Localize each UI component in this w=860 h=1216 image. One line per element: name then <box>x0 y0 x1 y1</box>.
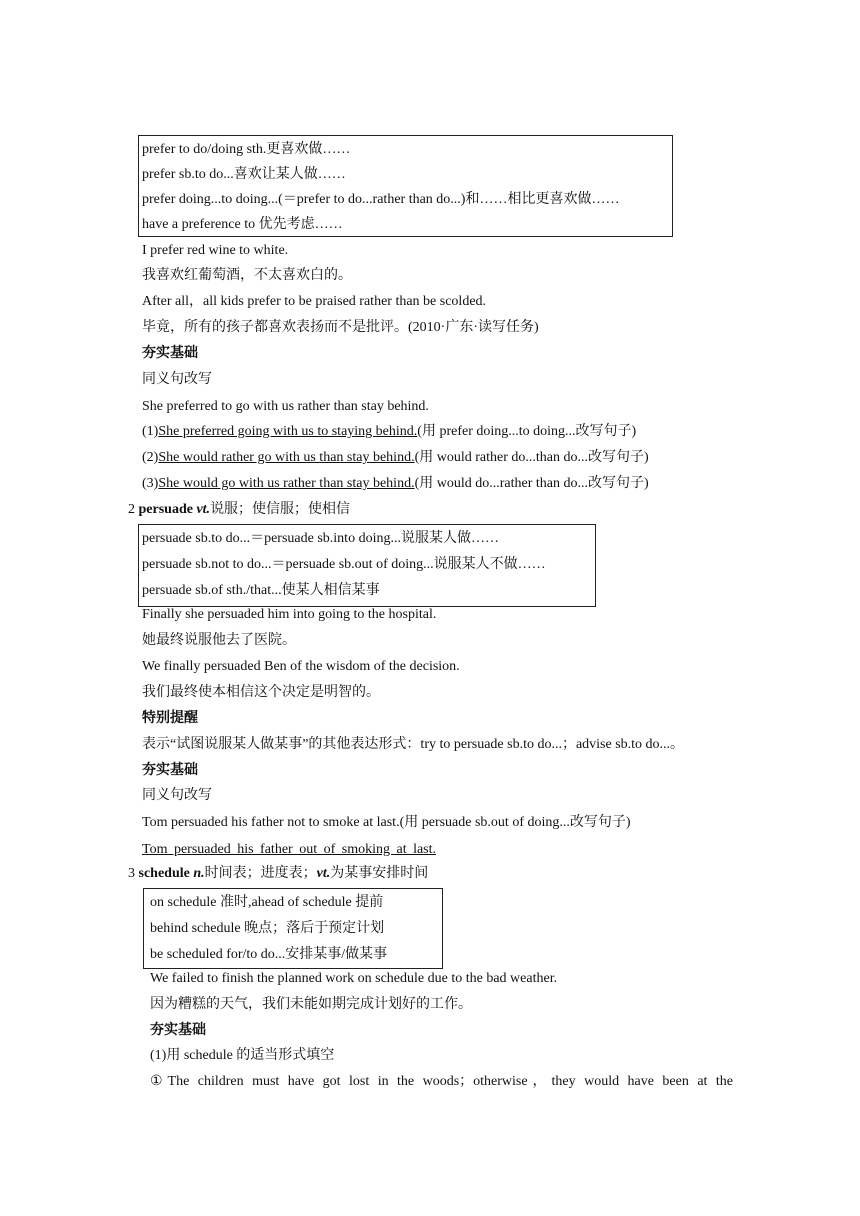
example-sentence: Finally she persuaded him into going to the hospital. <box>142 607 437 622</box>
box-line: persuade sb.not to do...＝persuade sb.out of doing...说服某人不做…… <box>142 557 546 572</box>
practice-heading: 夯实基础 <box>150 1023 206 1038</box>
entry-meaning: 为某事安排时间 <box>330 866 429 881</box>
box-line: persuade sb.of sth./that...使某人相信某事 <box>142 583 380 598</box>
answer-line <box>142 448 649 468</box>
entry-word: persuade <box>138 502 193 517</box>
answer-number: (3) <box>142 476 159 491</box>
entry-meaning: 说服；使信服；使相信 <box>210 502 351 517</box>
example-sentence: I prefer red wine to white. <box>142 243 289 258</box>
practice-type: 同义句改写 <box>142 372 212 387</box>
answer-text: She would go with us rather than stay behind. <box>158 476 415 491</box>
question-line: ①The children must have got lost in the woods；otherwise，they would have been at the <box>150 1074 733 1089</box>
part-of-speech: vt. <box>196 502 211 517</box>
box-line: be scheduled for/to do...安排某事/做某事 <box>150 947 388 962</box>
answer-line <box>142 474 649 494</box>
entry-number: 3 <box>128 866 135 881</box>
example-translation: 她最终说服他去了医院。 <box>142 633 296 648</box>
answer-line <box>142 422 636 442</box>
persuade-phrase-box <box>138 524 596 607</box>
practice-sentence: She preferred to go with us rather than stay behind. <box>142 399 429 414</box>
answer-hint: (用 would do...rather than do...改写句子) <box>414 476 649 491</box>
example-sentence: We failed to finish the planned work on schedule due to the bad weather. <box>150 971 558 986</box>
part-of-speech: vt. <box>316 866 331 881</box>
box-line: prefer to do/doing sth.更喜欢做…… <box>142 142 351 157</box>
answer-text: She preferred going with us to staying behind. <box>158 424 418 439</box>
practice-type: 同义句改写 <box>142 788 212 803</box>
practice-heading: 夯实基础 <box>142 763 198 778</box>
example-translation: 因为糟糕的天气，我们未能如期完成计划好的工作。 <box>150 997 472 1012</box>
entry-heading-schedule <box>128 864 428 884</box>
box-line: behind schedule 晚点；落后于预定计划 <box>150 921 385 936</box>
box-line: have a preference to 优先考虑…… <box>142 217 343 232</box>
example-translation: 我喜欢红葡萄酒，不太喜欢白的。 <box>142 268 352 283</box>
answer-number: (2) <box>142 450 159 465</box>
answer-hint: (用 would rather do...than do...改写句子) <box>414 450 649 465</box>
answer-number: (1) <box>142 424 159 439</box>
box-line: prefer sb.to do...喜欢让某人做…… <box>142 167 346 182</box>
tip-text: 表示“试图说服某人做某事”的其他表达形式：try to persuade sb.to do...；advise sb.to do...。 <box>142 737 685 752</box>
entry-heading-persuade <box>128 500 350 520</box>
example-sentence: After all，all kids prefer to be praised rather than be scolded. <box>142 294 487 309</box>
tip-heading: 特别提醒 <box>142 711 198 726</box>
example-translation: 我们最终使本相信这个决定是明智的。 <box>142 685 380 700</box>
part-of-speech: n. <box>193 866 205 881</box>
practice-heading: 夯实基础 <box>142 346 198 361</box>
practice-sentence: Tom persuaded his father not to smoke at last.(用 persuade sb.out of doing...改写句子) <box>142 815 631 830</box>
schedule-phrase-box <box>143 888 443 969</box>
entry-word: schedule <box>138 866 190 881</box>
example-sentence: We finally persuaded Ben of the wisdom of the decision. <box>142 659 460 674</box>
example-translation: 毕竟，所有的孩子都喜欢表扬而不是批评。(2010·广东·读写任务) <box>142 320 539 335</box>
box-line: prefer doing...to doing...(＝prefer to do...rather than do...)和……相比更喜欢做…… <box>142 192 620 207</box>
answer-text: She would rather go with us than stay behind. <box>158 450 415 465</box>
box-line: on schedule 准时,ahead of schedule 提前 <box>150 895 384 910</box>
prefer-phrase-box <box>138 135 673 237</box>
entry-meaning: 时间表；进度表； <box>204 866 317 881</box>
answer-hint: (用 prefer doing...to doing...改写句子) <box>417 424 637 439</box>
practice-task: (1)用 schedule 的适当形式填空 <box>150 1048 335 1063</box>
box-line: persuade sb.to do...＝persuade sb.into doing...说服某人做…… <box>142 531 499 546</box>
answer-text: Tom persuaded his father out of smoking at last. <box>142 842 437 857</box>
entry-number: 2 <box>128 502 135 517</box>
